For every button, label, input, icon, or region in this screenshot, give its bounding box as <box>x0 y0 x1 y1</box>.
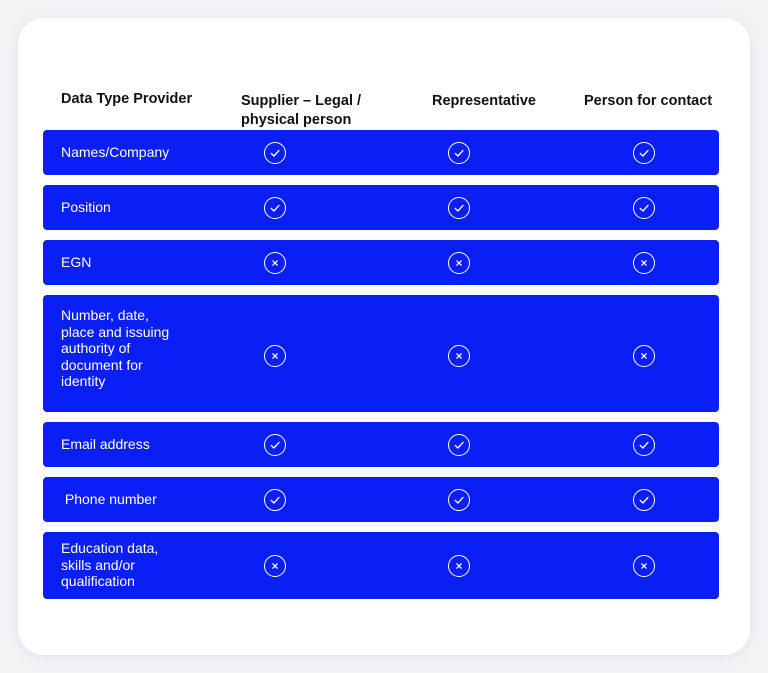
check-icon-representative <box>448 489 470 511</box>
cross-icon-supplier <box>264 345 286 367</box>
row-label: Number, date, place and issuing authority of document for identity <box>61 307 170 389</box>
check-icon-contact <box>633 197 655 219</box>
cross-icon-representative <box>448 345 470 367</box>
cross-icon-representative <box>448 555 470 577</box>
check-icon-supplier <box>264 434 286 456</box>
row-label: EGN <box>61 254 92 270</box>
table-row <box>43 130 719 175</box>
row-label: Position <box>61 199 111 215</box>
table-row <box>43 295 719 412</box>
cross-icon-representative <box>448 252 470 274</box>
header-supplier: Supplier – Legal / physical person <box>241 93 362 128</box>
check-icon-supplier <box>264 142 286 164</box>
cross-icon-contact <box>633 345 655 367</box>
header-data-type-provider: Data Type Provider <box>61 91 193 107</box>
check-icon-representative <box>448 197 470 219</box>
check-icon-contact <box>633 434 655 456</box>
table-row <box>43 422 719 467</box>
header-representative: Representative <box>432 93 536 109</box>
check-icon-supplier <box>264 197 286 219</box>
row-label: Names/Company <box>61 144 170 160</box>
cross-icon-supplier <box>264 555 286 577</box>
table-row <box>43 532 719 599</box>
row-label: Education data, skills and/or qualification <box>61 540 159 589</box>
cross-icon-contact <box>633 555 655 577</box>
check-icon-contact <box>633 489 655 511</box>
table-row <box>43 185 719 230</box>
check-icon-supplier <box>264 489 286 511</box>
table-row <box>43 240 719 285</box>
table-row <box>43 477 719 522</box>
cross-icon-contact <box>633 252 655 274</box>
cross-icon-supplier <box>264 252 286 274</box>
check-icon-representative <box>448 434 470 456</box>
check-icon-contact <box>633 142 655 164</box>
check-icon-representative <box>448 142 470 164</box>
row-label: Email address <box>61 436 150 452</box>
row-label: Phone number <box>61 491 157 507</box>
header-person-for-contact: Person for contact <box>584 93 713 109</box>
